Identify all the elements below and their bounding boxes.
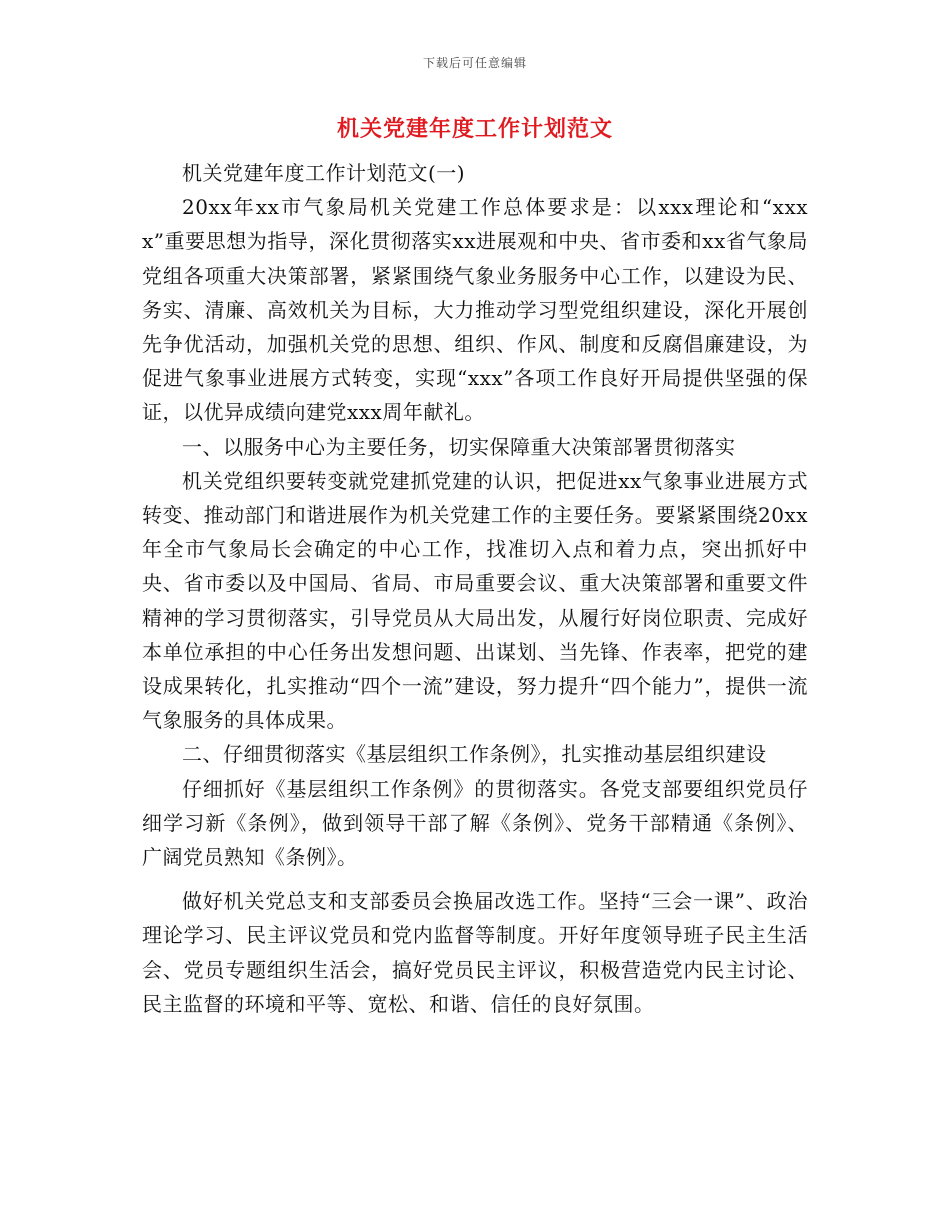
paragraph-section-two-body: 仔细抓好《基层组织工作条例》的贯彻落实。各党支部要组织党员仔细学习新《条例》，做到领导干部了解《条例》、党务干部精通《条例》、广阔党员熟知《条例》。 (142, 776, 808, 870)
paragraph-spacer (142, 874, 808, 884)
paragraph-section-two-election: 做好机关党总支和支部委员会换届改选工作。坚持“三会一课”、政治理论学习、民主评议党员和党内监督等制度。开好年度领导班子民主生活会、党员专题组织生活会，搞好党员民主评议，积极营造党内民主讨论、民主监督的环境和平等、宽松、和谐、信任的良好氛围。 (142, 889, 808, 1016)
paragraph-heading-one: 一、以服务中心为主要任务，切实保障重大决策部署贯彻落实 (182, 434, 736, 459)
document-title: 机关党建年度工作计划范文 (336, 117, 613, 142)
header-note: 下载后可任意编辑 (422, 56, 527, 70)
document-body (142, 156, 808, 1021)
paragraph-heading-two: 二、仔细贯彻落实《基层组织工作条例》，扎实推动基层组织建设 (182, 742, 767, 767)
paragraph-general-requirements: 20xx年xx市气象局机关党建工作总体要求是：以xxx理论和“xxxx”重要思想为指导，深化贯彻落实xx进展观和中央、省市委和xx省气象局党组各项重大决策部署，紧紧围绕气象业务服务中心工作，以建设为民、务实、清廉、高效机关为目标，大力推动学习型党组织建设，深化开展创先争优活动，加强机关党的思想、组织、作风、制度和反腐倡廉建设，为促进气象事业进展方式转变，实现“xxx”各项工作良好开局提供坚强的保证，以优异成绩向建党xxx周年献礼。 (142, 195, 808, 425)
paragraph-subtitle: 机关党建年度工作计划范文(一) (182, 161, 466, 185)
paragraph-section-one-body: 机关党组织要转变就党建抓党建的认识，把促进xx气象事业进展方式转变、推动部门和谐进展作为机关党建工作的主要任务。要紧紧围绕20xx年全市气象局长会确定的中心工作，找准切入点和着力点，突出抓好中央、省市委以及中国局、省局、市局重要会议、重大决策部署和重要文件精神的学习贯彻落实，引导党员从大局出发，从履行好岗位职责、完成好本单位承担的中心任务出发想问题、出谋划、当先锋、作表率，把党的建设成果转化，扎实推动“四个一流”建设，努力提升“四个能力”，提供一流气象服务的具体成果。 (142, 468, 808, 733)
